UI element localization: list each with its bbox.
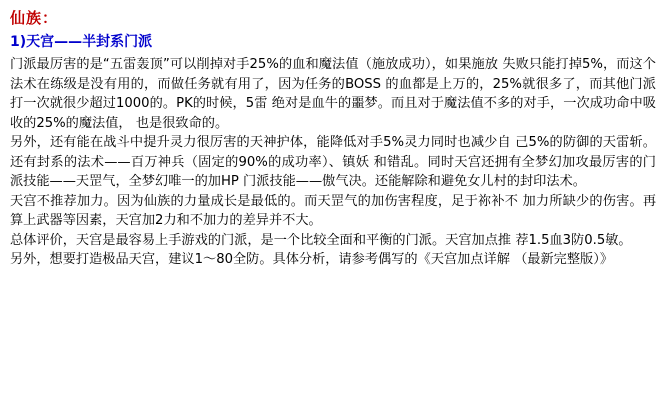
race-heading: 仙族： xyxy=(10,9,59,27)
paragraph-1: 门派最厉害的是“五雷轰顶”可以削掉对手25%的血和魔法值（施放成功），如果施放 失败只能打掉5%，而这个法术在练级是没有用的，而做任务就有用了，因为任务的BOSS 的血都是上万的，25%就很多了，而其他门派打一次就很少超过1000的。PK的时候，5雷 绝对是血牛的噩梦。而且对于魔法值不多的对手，一次成功命中吸收的25%的魔法值， 也是很致命的。 xyxy=(10,57,656,131)
paragraph-5: 另外，想要打造极品天宫，建议1～80全防。具体分析，请参考偶写的《天宫加点详解 （最新完整版）》 xyxy=(10,252,614,267)
paragraph-3: 天宫不推荐加力。因为仙族的力量成长是最低的。而天罡气的加伤害程度，足于祢补不 加力所缺少的伤害。再算上武器等因素，天宫加2力和不加力的差异并不大。 xyxy=(10,193,657,228)
sect-heading: 1)天宫——半封系门派 xyxy=(10,34,153,50)
paragraph-2: 另外，还有能在战斗中提升灵力很厉害的天神护体，能降低对手5%灵力同时也减少自 己5%的防御的天雷斩。还有封系的法术——百万神兵（固定的90%的成功率）、镇妖 和错乱。同时天宫还拥有全梦幻加攻最厉害的门派技能——天罡气，全梦幻唯一的加HP 门派技能——傲气决。还能解除和避免女儿村的封印法术。 xyxy=(10,135,656,189)
paragraph-4: 总体评价，天宫是最容易上手游戏的门派，是一个比较全面和平衡的门派。天宫加点推 荐1.5血3防0.5敏。 xyxy=(10,232,632,248)
